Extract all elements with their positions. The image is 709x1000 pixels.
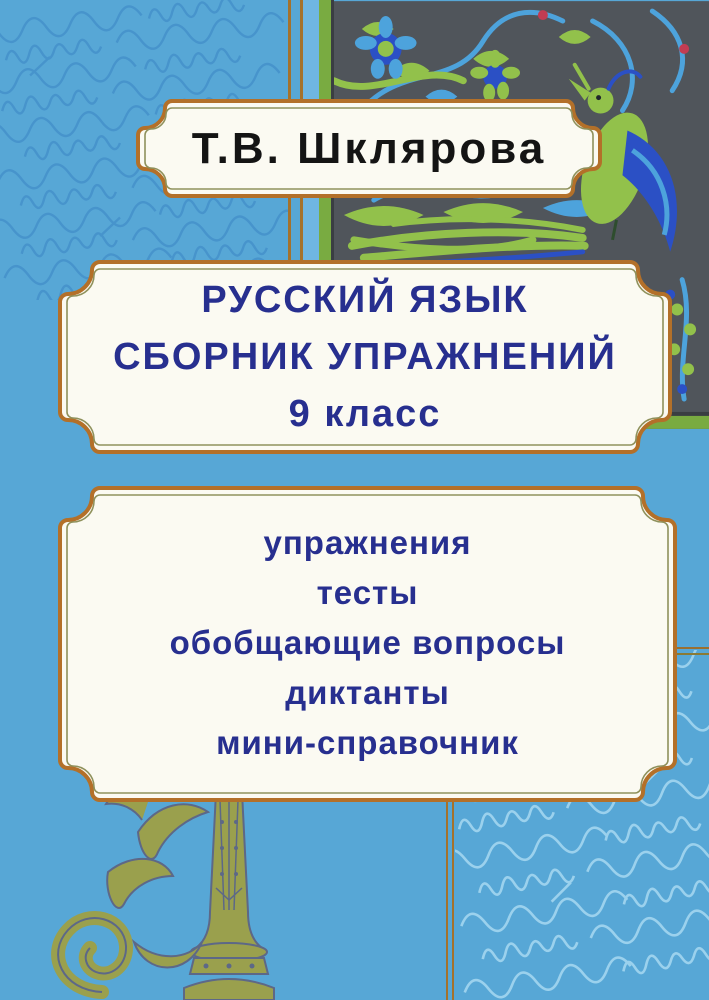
frame-rule-vertical-4	[452, 790, 454, 1000]
frame-rule-vertical-3	[446, 790, 448, 1000]
book-title	[58, 272, 672, 443]
contents-list	[58, 518, 677, 768]
red-bud	[538, 10, 548, 20]
contents-item-5: мини-справочник	[216, 724, 519, 761]
title-line-2: СБОРНИК УПРАЖНЕНИЙ	[113, 336, 617, 378]
title-line-3: 9 класс	[288, 393, 442, 435]
red-bud	[679, 44, 689, 54]
baroque-ornament	[38, 792, 298, 1000]
contents-item-3: обобщающие вопросы	[169, 624, 566, 661]
contents-item-1: упражнения	[263, 524, 472, 561]
title-line-1: РУССКИЙ ЯЗЫК	[201, 279, 529, 321]
author-name: Т.В. Шклярова	[191, 123, 547, 173]
contents-item-4: диктанты	[285, 674, 450, 711]
contents-item-2: тесты	[316, 574, 419, 611]
